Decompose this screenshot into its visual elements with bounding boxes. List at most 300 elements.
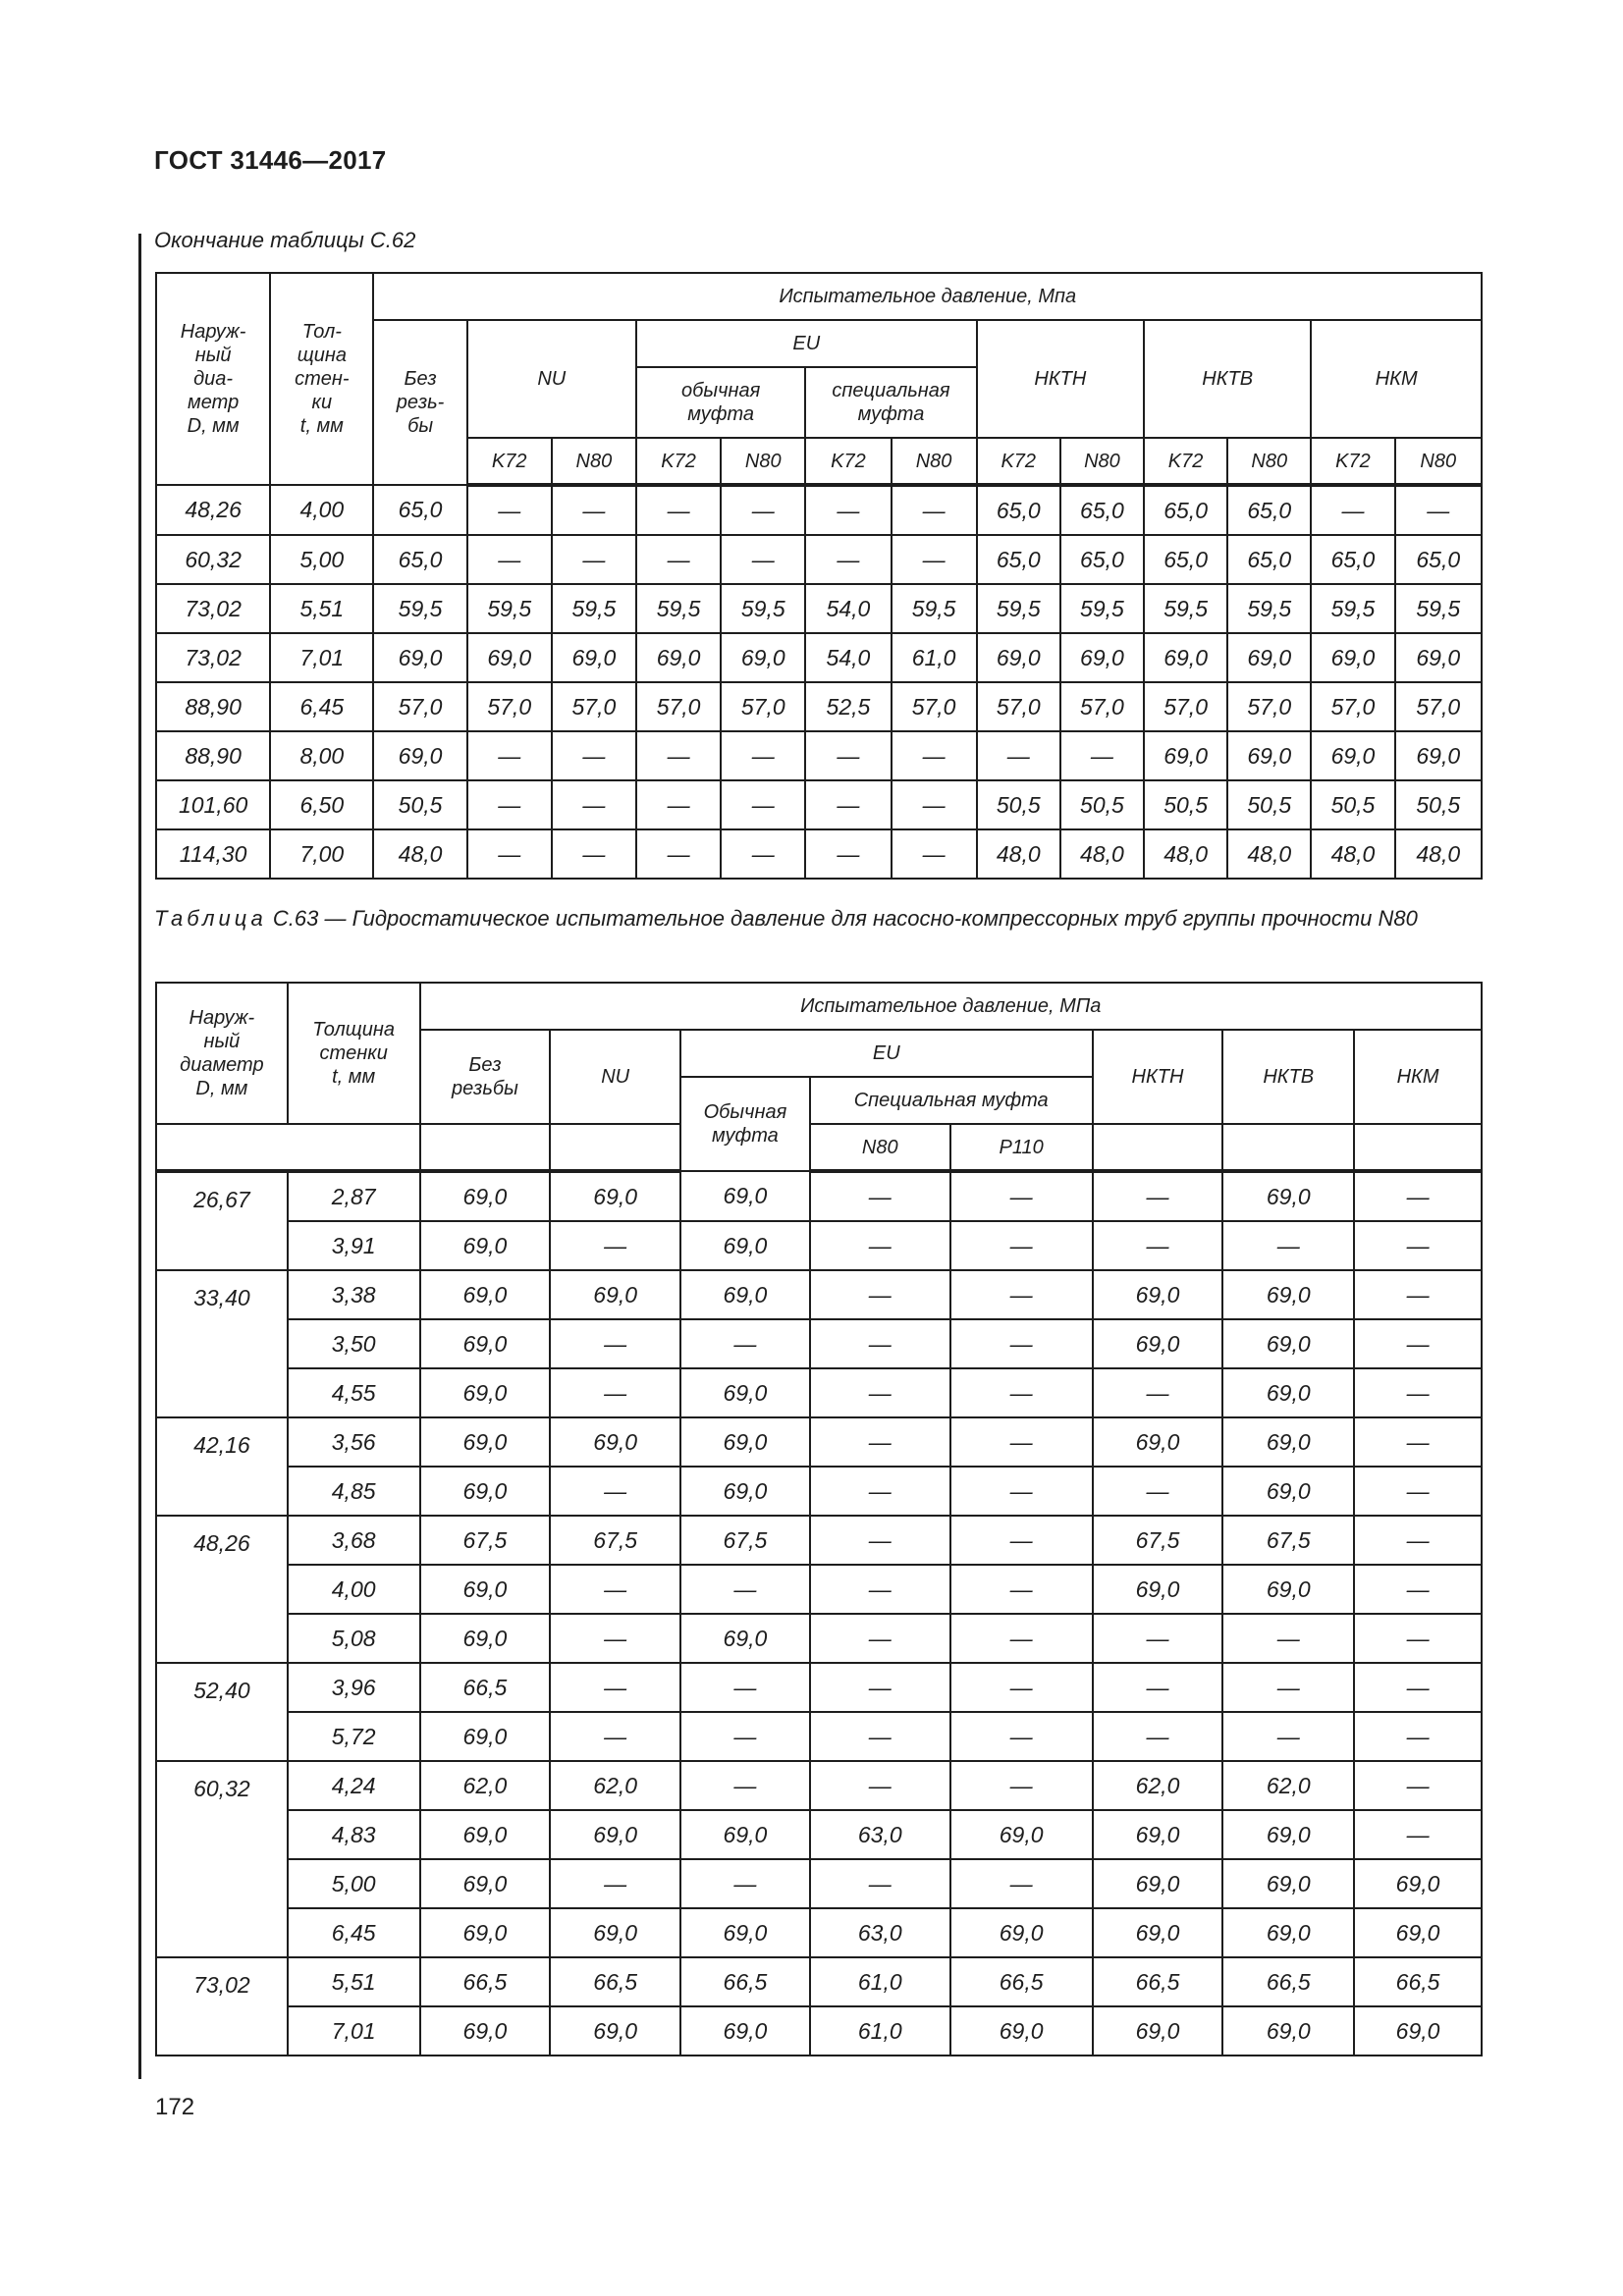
table-row xyxy=(156,1957,1482,2006)
pressure-cell: 62,0 xyxy=(420,1761,551,1810)
pressure-cell: — xyxy=(552,535,636,584)
table2-caption xyxy=(154,904,1483,933)
pressure-cell: 57,0 xyxy=(1395,682,1482,731)
pressure-cell: — xyxy=(721,829,805,879)
pressure-header: Испытательное давление, Мпа xyxy=(373,273,1482,320)
diameter-cell: 48,26 xyxy=(156,1516,288,1663)
pressure-cell: 59,5 xyxy=(1144,584,1227,633)
wall-cell: 4,83 xyxy=(288,1810,420,1859)
pressure-cell: — xyxy=(1222,1712,1354,1761)
pressure-cell: — xyxy=(550,1221,680,1270)
pressure-cell: 69,0 xyxy=(420,1417,551,1467)
pressure-cell: 69,0 xyxy=(420,1270,551,1319)
pressure-cell: — xyxy=(950,1614,1093,1663)
pressure-cell: 69,0 xyxy=(1222,1859,1354,1908)
pressure-cell: 69,0 xyxy=(680,1270,810,1319)
pressure-cell: 67,5 xyxy=(680,1516,810,1565)
pressure-cell: — xyxy=(1093,1663,1223,1712)
pressure-cell: 69,0 xyxy=(550,1417,680,1467)
pressure-cell: 57,0 xyxy=(467,682,552,731)
pressure-cell: 69,0 xyxy=(1395,633,1482,682)
pressure-cell: 63,0 xyxy=(810,1810,950,1859)
pressure-cell: — xyxy=(552,780,636,829)
pressure-cell: 57,0 xyxy=(892,682,977,731)
table-row xyxy=(156,584,1482,633)
wall-cell: 6,50 xyxy=(270,780,373,829)
pressure-cell: 69,0 xyxy=(680,1417,810,1467)
header-filler xyxy=(1222,1124,1354,1171)
pressure-cell: 65,0 xyxy=(1060,535,1144,584)
pressure-cell: 48,0 xyxy=(1060,829,1144,879)
pressure-cell: — xyxy=(1093,1712,1223,1761)
pressure-cell: — xyxy=(1354,1221,1482,1270)
pressure-cell: — xyxy=(1222,1663,1354,1712)
col-grade-header: K72 xyxy=(805,438,891,485)
pressure-cell: 57,0 xyxy=(1227,682,1311,731)
pressure-cell: — xyxy=(721,535,805,584)
pressure-cell: — xyxy=(636,731,721,780)
pressure-cell: — xyxy=(1354,1368,1482,1417)
pressure-cell: 66,5 xyxy=(420,1663,551,1712)
pressure-cell: 69,0 xyxy=(550,1810,680,1859)
pressure-cell: 69,0 xyxy=(636,633,721,682)
pressure-cell: 50,5 xyxy=(1311,780,1394,829)
col-eu-special-header: Специальная муфта xyxy=(810,1077,1093,1124)
pressure-cell: 67,5 xyxy=(1222,1516,1354,1565)
pressure-cell: — xyxy=(1395,485,1482,535)
pressure-cell: 48,0 xyxy=(1144,829,1227,879)
pressure-cell: 57,0 xyxy=(1311,682,1394,731)
table-row xyxy=(156,485,1482,535)
col-nktn-header: НКТН xyxy=(1093,1030,1223,1124)
pressure-cell: — xyxy=(1354,1565,1482,1614)
pressure-cell: 65,0 xyxy=(977,535,1060,584)
pressure-cell: — xyxy=(950,1663,1093,1712)
diameter-cell: 26,67 xyxy=(156,1171,288,1270)
col-grade-header: K72 xyxy=(1311,438,1394,485)
pressure-cell: — xyxy=(810,1614,950,1663)
pressure-cell: 66,5 xyxy=(1354,1957,1482,2006)
table-row xyxy=(156,682,1482,731)
pressure-cell: 69,0 xyxy=(1354,2006,1482,2056)
wall-cell: 7,00 xyxy=(270,829,373,879)
pressure-cell: — xyxy=(1222,1614,1354,1663)
pressure-cell: 59,5 xyxy=(467,584,552,633)
pressure-cell: 69,0 xyxy=(1222,1565,1354,1614)
pressure-header: Испытательное давление, МПа xyxy=(420,983,1482,1030)
pressure-cell: 66,5 xyxy=(680,1957,810,2006)
pressure-cell: — xyxy=(810,1319,950,1368)
pressure-cell: — xyxy=(1354,1614,1482,1663)
pressure-cell: 69,0 xyxy=(1222,1368,1354,1417)
pressure-cell: 67,5 xyxy=(550,1516,680,1565)
pressure-cell: 48,0 xyxy=(977,829,1060,879)
diameter-cell: 33,40 xyxy=(156,1270,288,1417)
pressure-cell: — xyxy=(550,1319,680,1368)
pressure-cell: 69,0 xyxy=(1222,1810,1354,1859)
pressure-cell: 69,0 xyxy=(680,1171,810,1221)
table-row xyxy=(156,1417,1482,1467)
pressure-cell: 69,0 xyxy=(420,1319,551,1368)
pressure-cell: 66,5 xyxy=(1222,1957,1354,2006)
pressure-cell: 65,0 xyxy=(1144,485,1227,535)
pressure-cell: 59,5 xyxy=(892,584,977,633)
col-grade-header: K72 xyxy=(636,438,721,485)
pressure-cell: 59,5 xyxy=(977,584,1060,633)
pressure-cell: — xyxy=(950,1171,1093,1221)
pressure-cell: — xyxy=(810,1221,950,1270)
pressure-cell: — xyxy=(810,1171,950,1221)
pressure-cell: 63,0 xyxy=(810,1908,950,1957)
pressure-cell: 69,0 xyxy=(420,1810,551,1859)
col-eu-header: EU xyxy=(636,320,977,367)
pressure-cell: — xyxy=(1354,1270,1482,1319)
pressure-cell: 59,5 xyxy=(1395,584,1482,633)
diameter-cell: 42,16 xyxy=(156,1417,288,1516)
pressure-cell: 57,0 xyxy=(373,682,466,731)
header-filler xyxy=(1354,1124,1482,1171)
pressure-cell: — xyxy=(467,485,552,535)
wall-cell: 4,85 xyxy=(288,1467,420,1516)
table-row xyxy=(156,633,1482,682)
pressure-cell: — xyxy=(805,731,891,780)
pressure-cell: — xyxy=(1060,731,1144,780)
pressure-cell: 59,5 xyxy=(552,584,636,633)
pressure-cell: 69,0 xyxy=(1093,1270,1223,1319)
pressure-cell: 50,5 xyxy=(977,780,1060,829)
pressure-cell: 48,0 xyxy=(1395,829,1482,879)
pressure-cell: — xyxy=(1093,1368,1223,1417)
pressure-cell: 69,0 xyxy=(1144,633,1227,682)
pressure-cell: — xyxy=(1354,1516,1482,1565)
pressure-cell: 62,0 xyxy=(550,1761,680,1810)
pressure-cell: 57,0 xyxy=(1144,682,1227,731)
pressure-cell: 65,0 xyxy=(1144,535,1227,584)
pressure-cell: 69,0 xyxy=(1093,2006,1223,2056)
pressure-cell: 69,0 xyxy=(1093,1319,1223,1368)
pressure-cell: — xyxy=(550,1859,680,1908)
pressure-cell: 48,0 xyxy=(373,829,466,879)
pressure-cell: — xyxy=(950,1467,1093,1516)
pressure-cell: — xyxy=(892,535,977,584)
table-c62 xyxy=(155,272,1483,880)
pressure-cell: 69,0 xyxy=(680,1221,810,1270)
col-grade-header: N80 xyxy=(1395,438,1482,485)
pressure-cell: 69,0 xyxy=(950,1810,1093,1859)
col-eu-header: EU xyxy=(680,1030,1093,1077)
pressure-cell: — xyxy=(1354,1417,1482,1467)
pressure-cell: 48,0 xyxy=(1227,829,1311,879)
pressure-cell: — xyxy=(467,535,552,584)
pressure-cell: — xyxy=(892,829,977,879)
col-p110-header: P110 xyxy=(950,1124,1093,1171)
pressure-cell: 50,5 xyxy=(1395,780,1482,829)
pressure-cell: — xyxy=(1354,1171,1482,1221)
pressure-cell: — xyxy=(721,780,805,829)
pressure-cell: 69,0 xyxy=(1222,1270,1354,1319)
table1-caption: Окончание таблицы С.62 xyxy=(154,228,416,252)
pressure-cell: — xyxy=(552,731,636,780)
wall-cell: 3,68 xyxy=(288,1516,420,1565)
pressure-cell: 66,5 xyxy=(1093,1957,1223,2006)
pressure-cell: 69,0 xyxy=(1227,633,1311,682)
pressure-cell: — xyxy=(1354,1319,1482,1368)
diameter-cell: 60,32 xyxy=(156,1761,288,1957)
pressure-cell: — xyxy=(721,485,805,535)
diameter-cell: 73,02 xyxy=(156,584,270,633)
header-filler xyxy=(420,1124,551,1171)
pressure-cell: 69,0 xyxy=(1222,1467,1354,1516)
pressure-cell: — xyxy=(1311,485,1394,535)
table-row xyxy=(156,1221,1482,1270)
pressure-cell: 69,0 xyxy=(680,1908,810,1957)
col-eu-regular-header: обычная муфта xyxy=(636,367,805,438)
pressure-cell: 57,0 xyxy=(636,682,721,731)
wall-cell: 3,50 xyxy=(288,1319,420,1368)
wall-cell: 5,51 xyxy=(270,584,373,633)
col-nu-header: NU xyxy=(550,1030,680,1124)
pressure-cell: 69,0 xyxy=(550,2006,680,2056)
table-row xyxy=(156,1368,1482,1417)
table-row xyxy=(156,1712,1482,1761)
diameter-cell: 101,60 xyxy=(156,780,270,829)
pressure-cell: 69,0 xyxy=(1144,731,1227,780)
diameter-cell: 114,30 xyxy=(156,829,270,879)
diameter-cell: 52,40 xyxy=(156,1663,288,1761)
pressure-cell: — xyxy=(467,780,552,829)
pressure-cell: — xyxy=(810,1565,950,1614)
table-row xyxy=(156,1761,1482,1810)
diameter-cell: 48,26 xyxy=(156,485,270,535)
pressure-cell: — xyxy=(467,829,552,879)
pressure-cell: 66,5 xyxy=(420,1957,551,2006)
pressure-cell: 69,0 xyxy=(420,1712,551,1761)
pressure-cell: 69,0 xyxy=(552,633,636,682)
pressure-cell: — xyxy=(892,780,977,829)
pressure-cell: — xyxy=(810,1761,950,1810)
col-nkm-header: НКМ xyxy=(1311,320,1482,438)
pressure-cell: — xyxy=(810,1417,950,1467)
pressure-cell: — xyxy=(1093,1467,1223,1516)
pressure-cell: 69,0 xyxy=(420,1614,551,1663)
pressure-cell: — xyxy=(1354,1810,1482,1859)
pressure-cell: — xyxy=(680,1663,810,1712)
pressure-cell: — xyxy=(1354,1712,1482,1761)
table-row xyxy=(156,1908,1482,1957)
pressure-cell: 50,5 xyxy=(1144,780,1227,829)
pressure-cell: — xyxy=(1354,1761,1482,1810)
pressure-cell: 67,5 xyxy=(1093,1516,1223,1565)
col-wall-header: Толщина стенки t, мм xyxy=(288,983,420,1124)
table2-caption-prefix: Таблица xyxy=(154,906,267,931)
pressure-cell: 57,0 xyxy=(1060,682,1144,731)
pressure-cell: 65,0 xyxy=(1395,535,1482,584)
col-grade-header: N80 xyxy=(552,438,636,485)
pressure-cell: 59,5 xyxy=(1227,584,1311,633)
table-row xyxy=(156,1467,1482,1516)
pressure-cell: — xyxy=(810,1516,950,1565)
table-row xyxy=(156,1810,1482,1859)
pressure-cell: 61,0 xyxy=(892,633,977,682)
pressure-cell: 69,0 xyxy=(420,1221,551,1270)
pressure-cell: — xyxy=(805,780,891,829)
pressure-cell: — xyxy=(721,731,805,780)
pressure-cell: 69,0 xyxy=(1093,1908,1223,1957)
pressure-cell: 62,0 xyxy=(1093,1761,1223,1810)
col-grade-header: K72 xyxy=(977,438,1060,485)
pressure-cell: 69,0 xyxy=(1354,1859,1482,1908)
col-diameter-header: Наруж- ный диаметр D, мм xyxy=(156,983,288,1124)
pressure-cell: 69,0 xyxy=(680,1810,810,1859)
pressure-cell: — xyxy=(550,1712,680,1761)
pressure-cell: — xyxy=(950,1221,1093,1270)
pressure-cell: 65,0 xyxy=(1227,535,1311,584)
pressure-cell: — xyxy=(680,1565,810,1614)
wall-cell: 4,00 xyxy=(288,1565,420,1614)
pressure-cell: 50,5 xyxy=(1060,780,1144,829)
wall-cell: 5,51 xyxy=(288,1957,420,2006)
pressure-cell: 69,0 xyxy=(1093,1417,1223,1467)
table-row xyxy=(156,1270,1482,1319)
pressure-cell: — xyxy=(810,1270,950,1319)
wall-cell: 2,87 xyxy=(288,1171,420,1221)
header-filler xyxy=(1093,1124,1223,1171)
pressure-cell: — xyxy=(950,1859,1093,1908)
pressure-cell: — xyxy=(810,1712,950,1761)
pressure-cell: 69,0 xyxy=(950,1908,1093,1957)
pressure-cell: — xyxy=(950,1270,1093,1319)
pressure-cell: — xyxy=(550,1467,680,1516)
pressure-cell: 65,0 xyxy=(373,485,466,535)
pressure-cell: — xyxy=(636,780,721,829)
pressure-cell: 69,0 xyxy=(467,633,552,682)
header-filler xyxy=(550,1124,680,1171)
pressure-cell: 66,5 xyxy=(550,1957,680,2006)
pressure-cell: — xyxy=(950,1761,1093,1810)
pressure-cell: 69,0 xyxy=(1222,2006,1354,2056)
diameter-cell: 60,32 xyxy=(156,535,270,584)
table-row xyxy=(156,1614,1482,1663)
pressure-cell: — xyxy=(680,1319,810,1368)
pressure-cell: — xyxy=(1354,1663,1482,1712)
table-row xyxy=(156,780,1482,829)
pressure-cell: 65,0 xyxy=(1227,485,1311,535)
table-row xyxy=(156,1171,1482,1221)
pressure-cell: 69,0 xyxy=(1093,1810,1223,1859)
pressure-cell: 66,5 xyxy=(950,1957,1093,2006)
pressure-cell: — xyxy=(550,1614,680,1663)
pressure-cell: 52,5 xyxy=(805,682,891,731)
diameter-cell: 73,02 xyxy=(156,1957,288,2056)
pressure-cell: 69,0 xyxy=(950,2006,1093,2056)
col-grade-header: K72 xyxy=(467,438,552,485)
pressure-cell: — xyxy=(550,1565,680,1614)
pressure-cell: — xyxy=(892,485,977,535)
pressure-cell: — xyxy=(810,1663,950,1712)
pressure-cell: 50,5 xyxy=(373,780,466,829)
wall-cell: 3,56 xyxy=(288,1417,420,1467)
pressure-cell: 69,0 xyxy=(1311,633,1394,682)
table-row xyxy=(156,731,1482,780)
pressure-cell: — xyxy=(1222,1221,1354,1270)
page-number: 172 xyxy=(155,2094,195,2120)
pressure-cell: — xyxy=(1354,1467,1482,1516)
wall-cell: 3,96 xyxy=(288,1663,420,1712)
pressure-cell: — xyxy=(550,1663,680,1712)
pressure-cell: 69,0 xyxy=(373,731,466,780)
pressure-cell: — xyxy=(810,1467,950,1516)
pressure-cell: 69,0 xyxy=(420,1565,551,1614)
pressure-cell: 69,0 xyxy=(721,633,805,682)
wall-cell: 3,91 xyxy=(288,1221,420,1270)
pressure-cell: — xyxy=(950,1565,1093,1614)
pressure-cell: 48,0 xyxy=(1311,829,1394,879)
wall-cell: 5,00 xyxy=(270,535,373,584)
pressure-cell: — xyxy=(892,731,977,780)
col-plain-header: Без резьбы xyxy=(420,1030,551,1124)
pressure-cell: — xyxy=(950,1319,1093,1368)
col-n80-header: N80 xyxy=(810,1124,950,1171)
wall-cell: 4,00 xyxy=(270,485,373,535)
pressure-cell: 69,0 xyxy=(550,1908,680,1957)
pressure-cell: 59,5 xyxy=(1311,584,1394,633)
pressure-cell: 69,0 xyxy=(680,1467,810,1516)
wall-cell: 6,45 xyxy=(288,1908,420,1957)
pressure-cell: 59,5 xyxy=(636,584,721,633)
wall-cell: 4,55 xyxy=(288,1368,420,1417)
diameter-cell: 73,02 xyxy=(156,633,270,682)
col-eu-special-header: специальная муфта xyxy=(805,367,976,438)
pressure-cell: 69,0 xyxy=(680,1368,810,1417)
pressure-cell: — xyxy=(636,535,721,584)
pressure-cell: 69,0 xyxy=(550,1171,680,1221)
wall-cell: 5,00 xyxy=(288,1859,420,1908)
pressure-cell: 69,0 xyxy=(1311,731,1394,780)
table-c63 xyxy=(155,982,1483,2056)
col-plain-header: Без резь- бы xyxy=(373,320,466,485)
pressure-cell: — xyxy=(636,485,721,535)
pressure-cell: 59,5 xyxy=(373,584,466,633)
pressure-cell: 67,5 xyxy=(420,1516,551,1565)
pressure-cell: 59,5 xyxy=(1060,584,1144,633)
pressure-cell: 61,0 xyxy=(810,1957,950,2006)
pressure-cell: 69,0 xyxy=(373,633,466,682)
table-row xyxy=(156,535,1482,584)
table-row xyxy=(156,829,1482,879)
pressure-cell: 62,0 xyxy=(1222,1761,1354,1810)
table-row xyxy=(156,1516,1482,1565)
wall-cell: 7,01 xyxy=(288,2006,420,2056)
col-grade-header: N80 xyxy=(1227,438,1311,485)
pressure-cell: 54,0 xyxy=(805,584,891,633)
pressure-cell: — xyxy=(1093,1221,1223,1270)
table-row xyxy=(156,1565,1482,1614)
pressure-cell: 65,0 xyxy=(1060,485,1144,535)
col-nu-header: NU xyxy=(467,320,636,438)
pressure-cell: — xyxy=(552,829,636,879)
header-filler xyxy=(156,1124,420,1171)
pressure-cell: 69,0 xyxy=(1227,731,1311,780)
pressure-cell: 69,0 xyxy=(680,1614,810,1663)
col-wall-header: Тол- щина стен- ки t, мм xyxy=(270,273,373,485)
pressure-cell: 57,0 xyxy=(977,682,1060,731)
pressure-cell: 69,0 xyxy=(1222,1171,1354,1221)
wall-cell: 3,38 xyxy=(288,1270,420,1319)
pressure-cell: 65,0 xyxy=(373,535,466,584)
pressure-cell: — xyxy=(950,1712,1093,1761)
revision-bar xyxy=(138,234,141,2079)
pressure-cell: — xyxy=(805,535,891,584)
